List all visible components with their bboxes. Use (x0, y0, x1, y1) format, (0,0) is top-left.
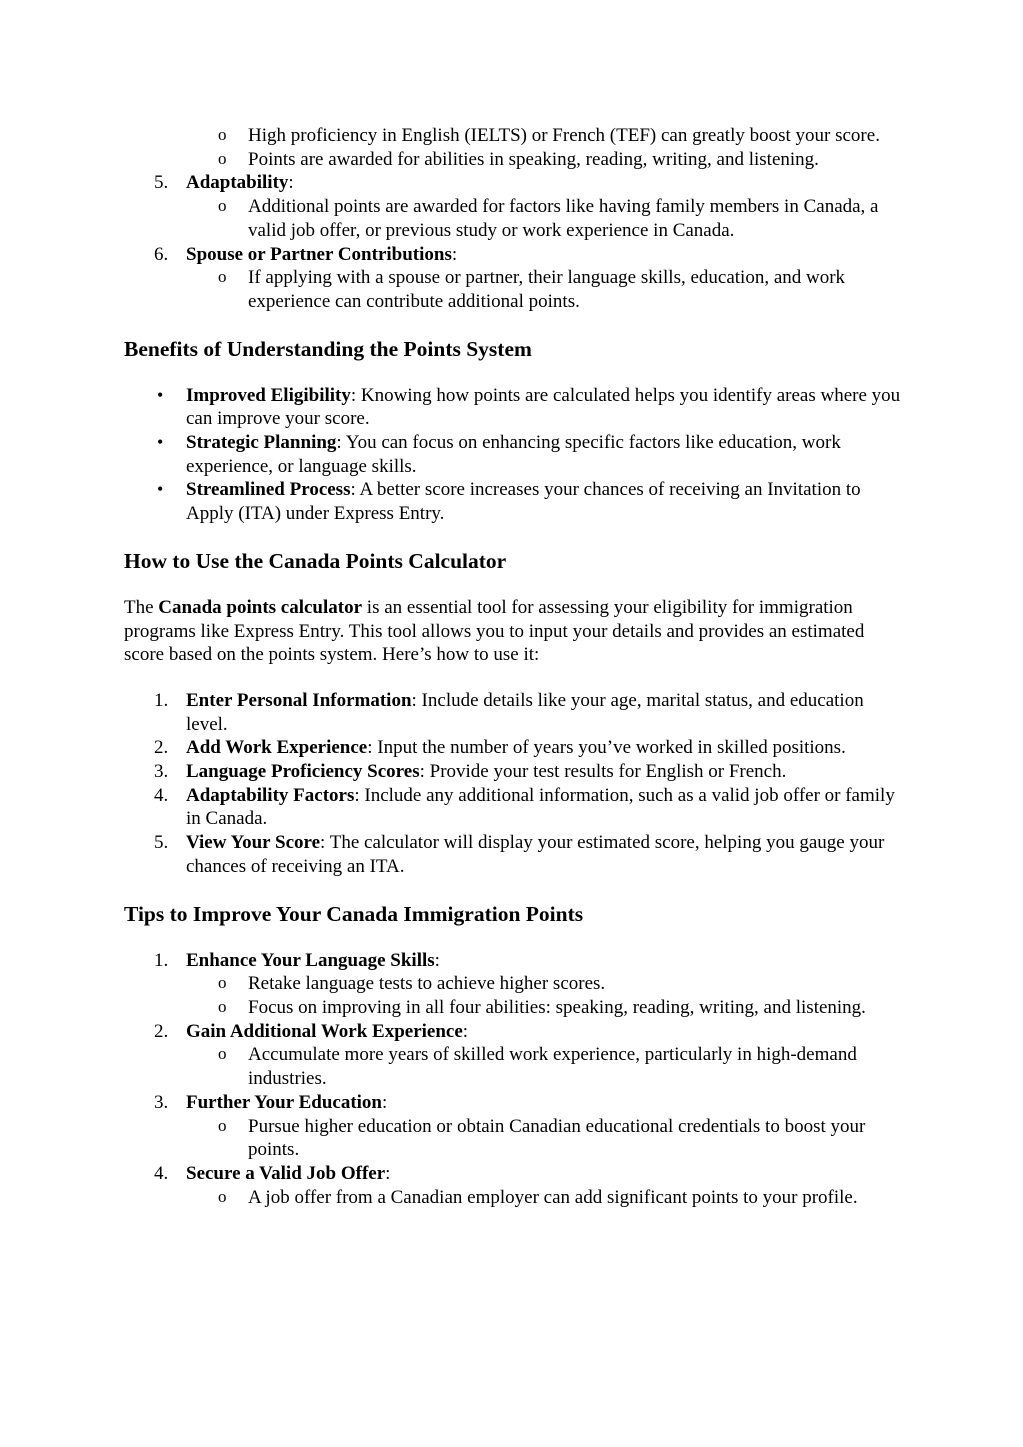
list-item: • Strategic Planning: You can focus on enhancing specific factors like education, work experience, or language skills. (157, 432, 841, 477)
list-item: 2. Add Work Experience: Input the number of years you’ve worked in skilled positions. (154, 737, 846, 759)
list-item: 6. Spouse or Partner Contributions: (154, 243, 458, 265)
list-item: 1. Enter Personal Information: Include details like your age, marital status, and education level. (154, 689, 864, 735)
bullet-icon: • (157, 479, 164, 500)
circle-bullet-icon: o (218, 996, 227, 1016)
bullet-icon: • (157, 432, 164, 453)
list-item: o Focus on improving in all four abilities: speaking, reading, writing, and listening. (218, 996, 866, 1018)
list-item: • Improved Eligibility: Knowing how points are calculated helps you identify areas where you can improve your score. (157, 384, 901, 430)
list-item: o If applying with a spouse or partner, their language skills, education, and work experience can contribute additional points. (218, 267, 846, 312)
circle-bullet-icon: o (218, 1186, 227, 1206)
list-item: o Pursue higher education or obtain Canadian educational credentials to boost your points. (218, 1115, 866, 1161)
list-item: o High proficiency in English (IELTS) or French (TEF) can greatly boost your score. (218, 125, 880, 146)
list-item: 5. View Your Score: The calculator will display your estimated score, helping you gauge your chances of receiving an ITA. (154, 832, 885, 877)
section-heading: How to Use the Canada Points Calculator (124, 548, 507, 573)
circle-bullet-icon: o (218, 267, 227, 287)
list-item: 5. Adaptability: (154, 172, 294, 194)
circle-bullet-icon: o (218, 125, 227, 144)
list-item: 1. Enhance Your Language Skills: (154, 949, 440, 971)
list-item: 4. Adaptability Factors: Include any additional information, such as a valid job offer or family in Canada. (154, 784, 895, 830)
circle-bullet-icon: o (218, 196, 227, 216)
list-item: 3. Language Proficiency Scores: Provide your test results for English or French. (154, 761, 787, 783)
list-item: o Additional points are awarded for factors like having family members in Canada, a valid job offer, or previous study or work experience in Canada. (218, 196, 879, 241)
circle-bullet-icon: o (218, 1044, 227, 1064)
bullet-icon: • (157, 384, 164, 405)
list-item: 4. Secure a Valid Job Offer: (154, 1162, 391, 1184)
circle-bullet-icon: o (218, 148, 227, 168)
section-heading: Tips to Improve Your Canada Immigration Points (124, 901, 584, 926)
list-item: o Accumulate more years of skilled work experience, particularly in high-demand industries. (218, 1044, 857, 1090)
list-item: 3. Further Your Education: (154, 1091, 388, 1113)
list-item: o Points are awarded for abilities in speaking, reading, writing, and listening. (218, 148, 819, 170)
circle-bullet-icon: o (218, 1115, 227, 1135)
section-heading: Benefits of Understanding the Points System (124, 336, 532, 361)
list-item: o Retake language tests to achieve higher scores. (218, 973, 606, 995)
list-item: 2. Gain Additional Work Experience: (154, 1020, 469, 1042)
list-item: • Streamlined Process: A better score increases your chances of receiving an Invitation to Apply (ITA) under Express Entry. (157, 479, 861, 525)
circle-bullet-icon: o (218, 973, 227, 993)
list-item: o A job offer from a Canadian employer can add significant points to your profile. (218, 1186, 858, 1208)
intro-paragraph: The Canada points calculator is an essential tool for assessing your eligibility for immigration programs like Express Entry. This tool allows you to input your details and provides an estimated score based on the points system. Here’s how to use it: (124, 596, 865, 666)
document-page (124, 124, 904, 1209)
